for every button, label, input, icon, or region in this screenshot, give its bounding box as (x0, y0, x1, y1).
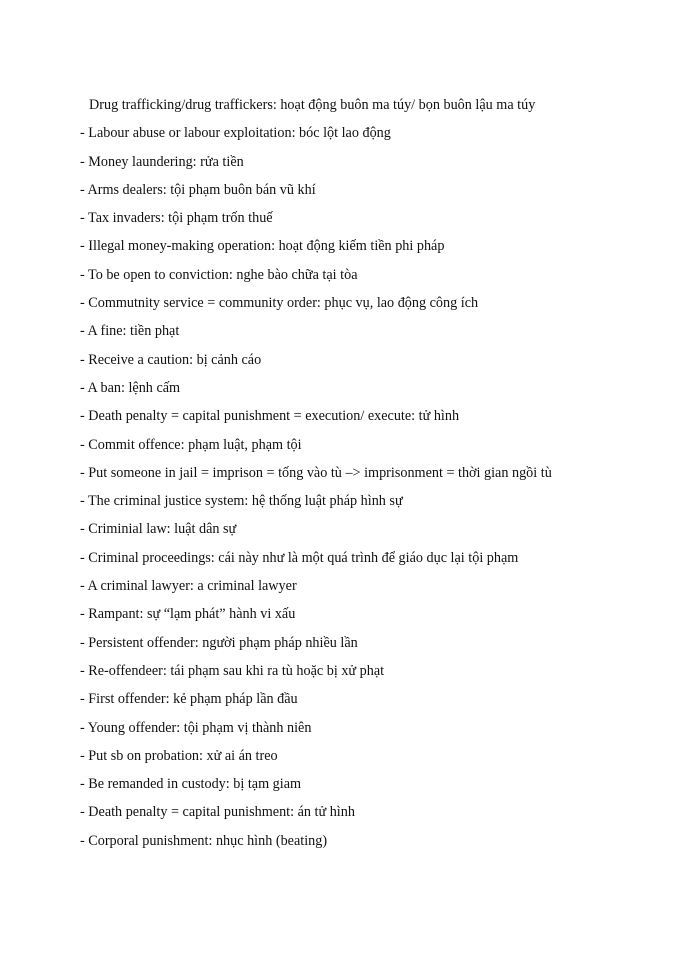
vocab-line: - The criminal justice system: hệ thống luật pháp hình sự (80, 493, 403, 510)
vocab-line: - Tax invaders: tội phạm trốn thuế (80, 210, 273, 227)
vocab-line: - Arms dealers: tội phạm buôn bán vũ khí (80, 181, 316, 198)
vocab-line: - Receive a caution: bị cảnh cáo (80, 351, 262, 368)
vocab-line: - Commit offence: phạm luật, phạm tội (80, 436, 302, 453)
vocab-line: - Illegal money-making operation: hoạt động kiếm tiền phi pháp (80, 238, 445, 255)
vocab-line: - Re-offendeer: tái phạm sau khi ra tù hoặc bị xử phạt (80, 662, 385, 679)
vocab-line: - A ban: lệnh cấm (80, 379, 181, 396)
vocab-line: - Young offender: tội phạm vị thành niên (80, 719, 312, 736)
vocab-line: - Labour abuse or labour exploitation: bóc lột lao động (80, 125, 391, 142)
vocab-line: - Money laundering: rửa tiền (80, 153, 244, 170)
vocab-line: - Criminial law: luật dân sự (80, 521, 237, 538)
vocab-line: - Persistent offender: người phạm pháp nhiều lần (80, 634, 358, 651)
vocab-line: - Criminal proceedings: cái này như là một quá trình để giáo dục lại tội phạm (80, 549, 519, 566)
vocab-line: - Be remanded in custody: bị tạm giam (80, 776, 302, 793)
vocab-line: - A criminal lawyer: a criminal lawyer (80, 578, 297, 595)
vocab-line: Drug trafficking/drug traffickers: hoạt động buôn ma túy/ bọn buôn lậu ma túy (89, 97, 536, 113)
vocab-line: - Put sb on probation: xử ai án treo (80, 747, 278, 764)
vocab-line: - Death penalty = capital punishment = execution/ execute: tử hình (80, 408, 460, 425)
vocab-line: - Put someone in jail = imprison = tống vào tù –> imprisonment = thời gian ngồi tù (80, 464, 552, 481)
vocab-line: - To be open to conviction: nghe bào chữa tại tòa (80, 266, 358, 283)
vocabulary-list (80, 91, 680, 855)
vocab-line: - Commutnity service = community order: phục vụ, lao động công ích (80, 295, 479, 312)
vocab-line: - Corporal punishment: nhục hình (beating) (80, 832, 328, 849)
vocab-line: - A fine: tiền phạt (80, 323, 180, 340)
vocab-line: - Rampant: sự “lạm phát” hành vi xấu (80, 606, 296, 623)
vocab-line: - Death penalty = capital punishment: án tử hình (80, 804, 355, 821)
vocab-line: - First offender: kẻ phạm pháp lần đầu (80, 691, 298, 708)
